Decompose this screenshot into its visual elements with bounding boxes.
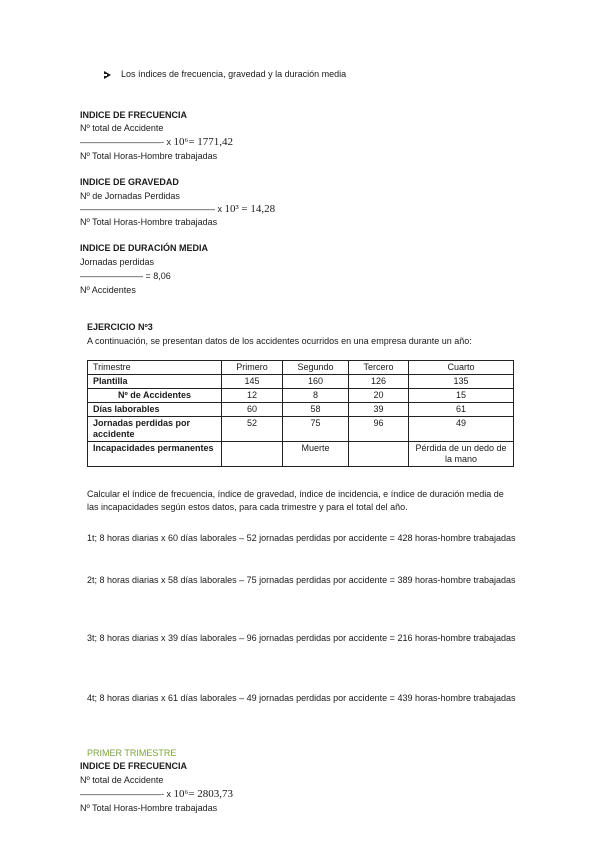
pt-frecuencia-result: = 2803,73 xyxy=(188,788,234,800)
gravedad-result: = 14,28 xyxy=(241,203,276,215)
pt-frecuencia-numerator: Nº total de Accidente xyxy=(80,775,164,785)
table-cell xyxy=(222,442,283,467)
table-header-cell: Tercero xyxy=(349,361,409,375)
table-cell: 135 xyxy=(409,375,514,389)
frecuencia-result: = 1771,42 xyxy=(188,136,234,148)
frecuencia-numerator: Nº total de Accidente xyxy=(80,123,164,133)
duracion-title: INDICE DE DURACIÓN MEDIA xyxy=(80,243,209,253)
table-cell: Pérdida de un dedo de la mano xyxy=(409,442,514,467)
table-cell: 126 xyxy=(349,375,409,389)
table-header-cell: Trimestre xyxy=(88,361,222,375)
ejercicio-intro: A continuación, se presentan datos de los accidentes ocurridos en una empresa durante un año: xyxy=(87,336,472,346)
gravedad-dashes: ——————————————— x xyxy=(80,204,223,214)
frecuencia-title: INDICE DE FRECUENCIA xyxy=(80,110,188,120)
table-row xyxy=(88,442,514,467)
table-cell: 61 xyxy=(409,403,514,417)
table-header-cell: Primero xyxy=(222,361,283,375)
table-cell: 58 xyxy=(283,403,349,417)
table-cell: 49 xyxy=(409,417,514,442)
frecuencia-denominator: Nº Total Horas-Hombre trabajadas xyxy=(80,151,218,161)
table-cell: 12 xyxy=(222,389,283,403)
table-header-cell: Cuarto xyxy=(409,361,514,375)
intro-bullet-text: Los índices de frecuencia, gravedad y la duración media xyxy=(121,69,347,79)
calculation-2: 2t; 8 horas diarias x 58 días laborales – 75 jornadas perdidas por accidente = 389 horas-hombre trabajadas xyxy=(87,575,516,585)
arrow-bullet-icon xyxy=(104,71,111,79)
calculation-1: 1t; 8 horas diarias x 60 días laborales – 52 jornadas perdidas por accidente = 428 horas-hombre trabajadas xyxy=(87,533,516,543)
accident-data-table xyxy=(87,360,514,467)
frecuencia-dashes: —————————- x xyxy=(80,137,174,147)
table-cell: 8 xyxy=(283,389,349,403)
gravedad-formula xyxy=(80,203,275,215)
gravedad-numerator: Nº de Jornadas Perdidas xyxy=(80,191,180,201)
table-cell: Nº de Accidentes xyxy=(88,389,222,403)
duracion-numerator: Jornadas perdidas xyxy=(80,257,155,267)
table-row xyxy=(88,403,514,417)
frecuencia-formula xyxy=(80,136,233,148)
pt-frecuencia-power: 10⁶ xyxy=(173,788,189,800)
pt-frecuencia-denominator: Nº Total Horas-Hombre trabajadas xyxy=(80,803,218,813)
table-cell: Plantilla xyxy=(88,375,222,389)
calculation-3: 3t; 8 horas diarias x 39 días laborales – 96 jornadas perdidas por accidente = 216 horas-hombre trabajadas xyxy=(87,633,516,643)
pt-frecuencia-dashes: —————————- x xyxy=(80,789,174,799)
calculation-4: 4t; 8 horas diarias x 61 días laborales – 49 jornadas perdidas por accidente = 439 horas-hombre trabajadas xyxy=(87,693,516,703)
table-cell: Muerte xyxy=(283,442,349,467)
gravedad-title: INDICE DE GRAVEDAD xyxy=(80,177,179,187)
table-row xyxy=(88,417,514,442)
table-cell: 15 xyxy=(409,389,514,403)
table-cell xyxy=(349,442,409,467)
ejercicio-title: EJERCICIO Nº3 xyxy=(87,322,153,332)
primer-trimestre-heading: PRIMER TRIMESTRE xyxy=(87,748,177,758)
pt-frecuencia-formula xyxy=(80,788,233,800)
question-paragraph: Calcular el índice de frecuencia, índice de gravedad, índice de incidencia, e índice de duración media de las incapacidades según estos datos, para cada trimestre y para el total del año. xyxy=(87,489,504,512)
table-cell: Días laborables xyxy=(88,403,222,417)
table-cell: 96 xyxy=(349,417,409,442)
table-header-cell: Segundo xyxy=(283,361,349,375)
table-cell: 145 xyxy=(222,375,283,389)
frecuencia-power: 10⁶ xyxy=(173,136,189,148)
table-row xyxy=(88,375,514,389)
table-cell: Incapacidades permanentes xyxy=(88,442,222,467)
table-cell: 20 xyxy=(349,389,409,403)
table-cell: 52 xyxy=(222,417,283,442)
duracion-denominator: Nº Accidentes xyxy=(80,285,136,295)
table-cell: Jornadas perdidas por accidente xyxy=(88,417,222,442)
table-cell: 60 xyxy=(222,403,283,417)
table-row xyxy=(88,389,514,403)
duracion-line: ——————— = 8,06 xyxy=(80,271,171,281)
table-cell: 39 xyxy=(349,403,409,417)
table-cell: 160 xyxy=(283,375,349,389)
table-header-row xyxy=(88,361,514,375)
gravedad-denominator: Nº Total Horas-Hombre trabajadas xyxy=(80,217,218,227)
gravedad-power: 10³ xyxy=(224,203,239,215)
pt-frecuencia-title: INDICE DE FRECUENCIA xyxy=(80,761,188,771)
table-cell: 75 xyxy=(283,417,349,442)
